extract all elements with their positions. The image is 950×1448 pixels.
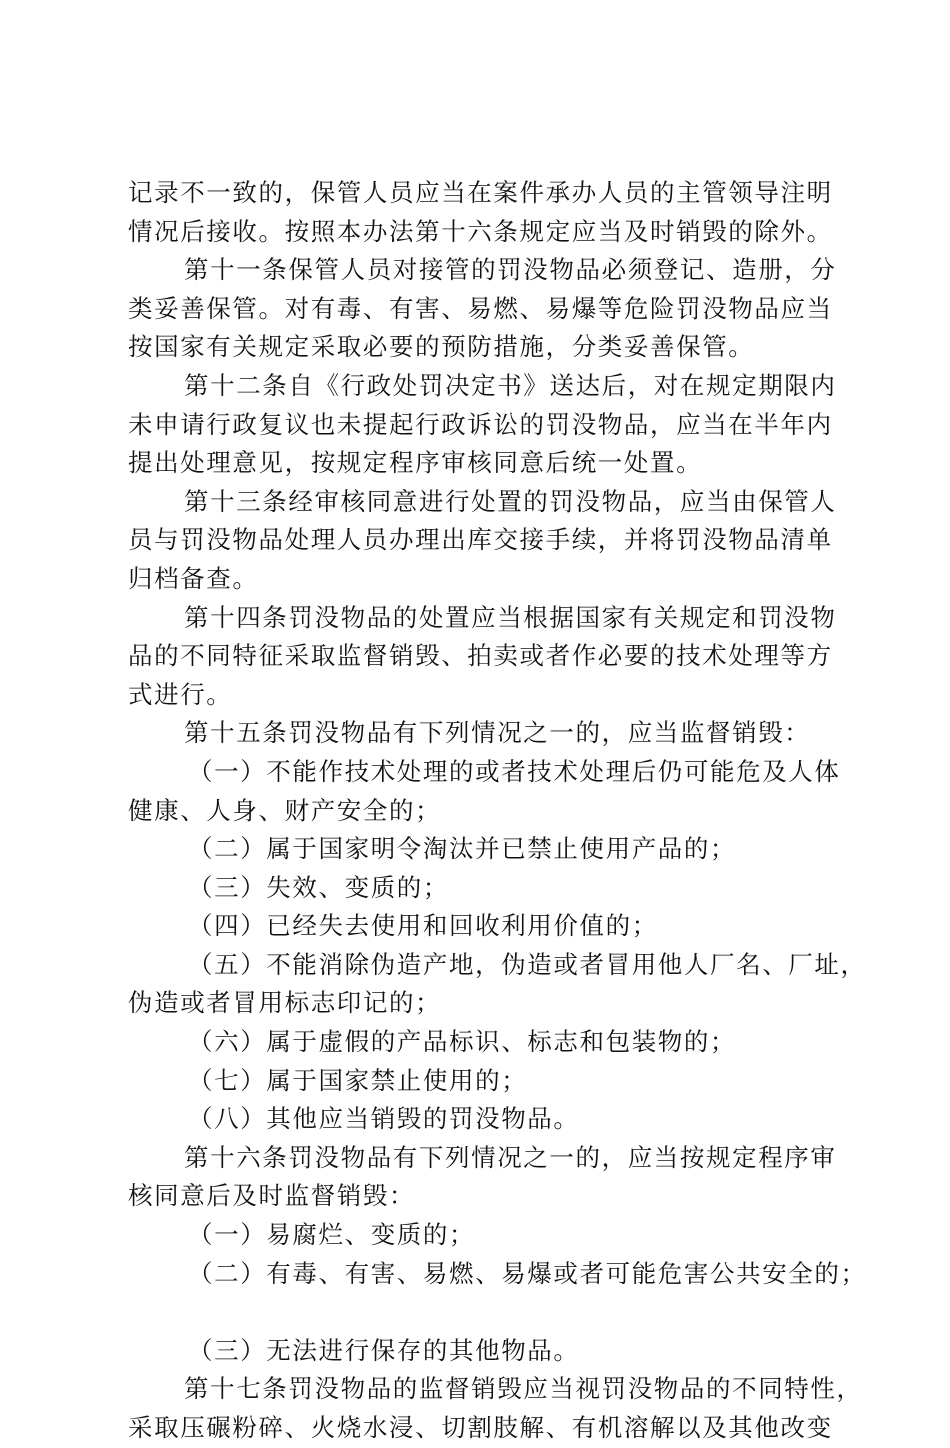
- text-line: 健康、人身、财产安全的；: [128, 795, 442, 825]
- article-15-start: 第十五条罚没物品有下列情况之一的，应当监督销毁：: [184, 718, 811, 748]
- text-line: 式进行。: [128, 679, 233, 709]
- article-14-start: 第十四条罚没物品的处置应当根据国家有关规定和罚没物: [184, 602, 837, 632]
- text-line: 伪造或者冒用标志印记的；: [128, 988, 442, 1018]
- list-item: （三）失效、变质的；: [188, 872, 449, 902]
- text-line: 采取压碾粉碎、火烧水浸、切割肢解、有机溶解以及其他改变: [128, 1413, 833, 1442]
- list-item: （五）不能消除伪造产地，伪造或者冒用他人厂名、厂址，: [188, 949, 867, 979]
- article-11-start: 第十一条保管人员对接管的罚没物品必须登记、造册，分: [184, 255, 837, 285]
- list-item: （一）不能作技术处理的或者技术处理后仍可能危及人体: [188, 756, 841, 786]
- list-item: （三）无法进行保存的其他物品。: [188, 1335, 580, 1365]
- article-12-start: 第十二条自《行政处罚决定书》送达后，对在规定期限内: [184, 370, 837, 400]
- article-17-start: 第十七条罚没物品的监督销毁应当视罚没物品的不同特性，: [184, 1374, 863, 1404]
- document-body: [128, 174, 867, 1448]
- article-16-start: 第十六条罚没物品有下列情况之一的，应当按规定程序审: [184, 1142, 837, 1172]
- list-item: （六）属于虚假的产品标识、标志和包装物的；: [188, 1027, 737, 1057]
- blank-line: [128, 1293, 832, 1332]
- text-line: 记录不一致的，保管人员应当在案件承办人员的主管领导注明: [128, 178, 833, 207]
- list-item: （八）其他应当销毁的罚没物品。: [188, 1104, 580, 1134]
- article-13-start: 第十三条经审核同意进行处置的罚没物品，应当由保管人: [184, 486, 837, 516]
- list-item: （七）属于国家禁止使用的；: [188, 1065, 528, 1095]
- list-item: （二）有毒、有害、易燃、易爆或者可能危害公共安全的；: [188, 1258, 867, 1288]
- text-line: 情况后接收。按照本办法第十六条规定应当及时销毁的除外。: [128, 216, 833, 246]
- text-line: 未申请行政复议也未提起行政诉讼的罚没物品，应当在半年内: [128, 409, 833, 439]
- text-line: 核同意后及时监督销毁：: [128, 1181, 416, 1211]
- text-line: 按国家有关规定采取必要的预防措施，分类妥善保管。: [128, 332, 755, 362]
- text-line: 提出处理意见，按规定程序审核同意后统一处置。: [128, 448, 703, 478]
- text-line: 员与罚没物品处理人员办理出库交接手续，并将罚没物品清单: [128, 525, 833, 555]
- list-item: （二）属于国家明令淘汰并已禁止使用产品的；: [188, 834, 737, 864]
- text-line: 归档备查。: [128, 563, 259, 593]
- list-item: （一）易腐烂、变质的；: [188, 1220, 476, 1250]
- text-line: 品的不同特征采取监督销毁、拍卖或者作必要的技术处理等方: [128, 641, 833, 671]
- list-item: （四）已经失去使用和回收利用价值的；: [188, 911, 658, 941]
- text-line: 类妥善保管。对有毒、有害、易燃、易爆等危险罚没物品应当: [128, 293, 833, 323]
